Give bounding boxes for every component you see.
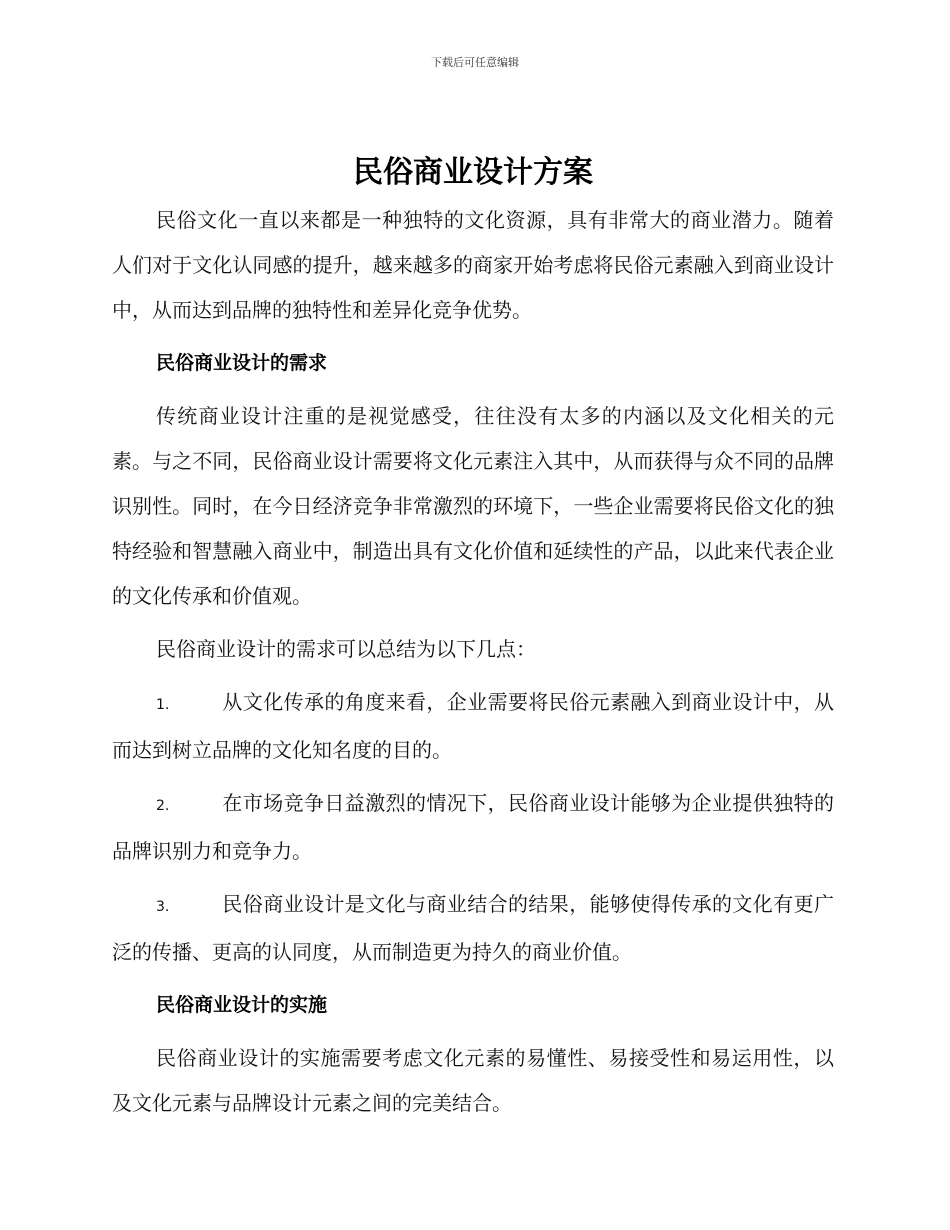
- list-item-text: 在市场竞争日益激烈的情况下，民俗商业设计能够为企业提供独特的品牌识别力和竞争力。: [112, 791, 834, 863]
- requirements-summary: 民俗商业设计的需求可以总结为以下几点：: [156, 637, 536, 661]
- implementation-paragraph: 民俗商业设计的实施需要考虑文化元素的易懂性、易接受性和易运用性，以及文化元素与品牌设计元素之间的完美结合。: [112, 1046, 834, 1115]
- list-number: 2.: [156, 798, 170, 814]
- list-item-text: 民俗商业设计是文化与商业结合的结果，能够使得传承的文化有更广泛的传播、更高的认同度，从而制造更为持久的商业价值。: [112, 892, 834, 964]
- document-body: [112, 148, 834, 1126]
- list-number: 1.: [156, 697, 170, 713]
- header-note: 下载后可任意编辑: [431, 56, 519, 69]
- list-item-3: [112, 882, 834, 975]
- list-item-1: [112, 680, 834, 773]
- intro-paragraph: 民俗文化一直以来都是一种独特的文化资源，具有非常大的商业潜力。随着人们对于文化认同感的提升，越来越多的商家开始考虑将民俗元素融入到商业设计中，从而达到品牌的独特性和差异化竞争优势。: [112, 208, 834, 322]
- section-heading-requirements: 民俗商业设计的需求: [156, 352, 328, 374]
- list-number: 3.: [156, 899, 170, 915]
- list-item-text: 从文化传承的角度来看，企业需要将民俗元素融入到商业设计中，从而达到树立品牌的文化知名度的目的。: [112, 690, 834, 762]
- section-heading-implementation: 民俗商业设计的实施: [156, 994, 328, 1016]
- list-item-2: [112, 781, 834, 874]
- requirements-paragraph: 传统商业设计注重的是视觉感受，往往没有太多的内涵以及文化相关的元素。与之不同，民俗商业设计需要将文化元素注入其中，从而获得与众不同的品牌识别性。同时，在今日经济竞争非常激烈的环境下，一些企业需要将民俗文化的独特经验和智慧融入商业中，制造出具有文化价值和延续性的产品，以此来代表企业的文化传承和价值观。: [112, 404, 834, 608]
- document-title: 民俗商业设计方案: [353, 155, 593, 190]
